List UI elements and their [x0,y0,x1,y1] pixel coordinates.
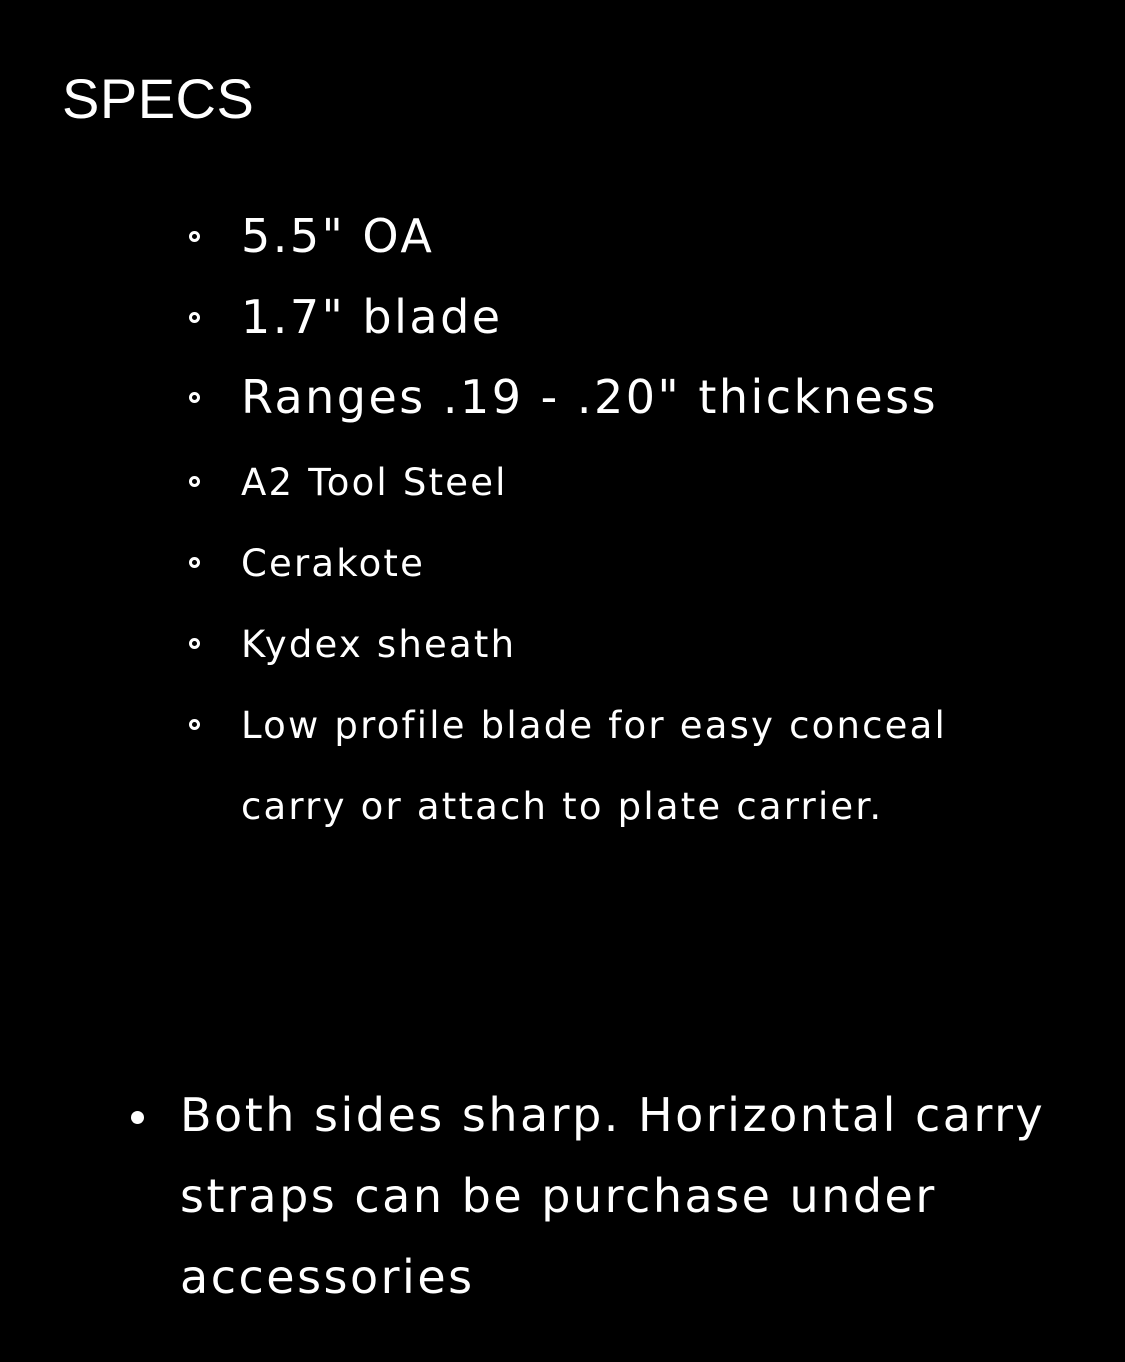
spec-item-overall-length [0,196,1125,277]
specs-heading: SPECS [62,67,255,130]
hollow-circle-bullet-icon [189,231,200,242]
spec-label: Kydex sheath [241,623,517,666]
spec-label: Ranges .19 - .20" thickness [241,370,939,424]
spec-label: 5.5" OA [241,209,435,263]
filled-circle-bullet-icon [131,1111,144,1124]
spec-label-line-1: Low profile blade for easy conceal [241,704,948,747]
spec-label: Cerakote [241,542,426,585]
hollow-circle-bullet-icon [189,638,200,649]
spec-item-finish [0,523,1125,604]
spec-label: A2 Tool Steel [241,461,508,504]
sharpness-and-straps-note: Both sides sharp. Horizontal carry straps can be purchase under accessories [180,1088,1046,1304]
hollow-circle-bullet-icon [189,392,200,403]
hollow-circle-bullet-icon [189,312,200,323]
spec-item-sheath [0,604,1125,685]
spec-item-thickness [0,357,1125,438]
spec-label-line-2: carry or attach to plate carrier. [241,785,884,828]
hollow-circle-bullet-icon [189,476,200,487]
hollow-circle-bullet-icon [189,719,200,730]
spec-item-carry [0,685,1125,847]
spec-item-blade-length [0,277,1125,358]
spec-label: 1.7" blade [241,290,503,344]
spec-item-steel [0,442,1125,523]
hollow-circle-bullet-icon [189,557,200,568]
